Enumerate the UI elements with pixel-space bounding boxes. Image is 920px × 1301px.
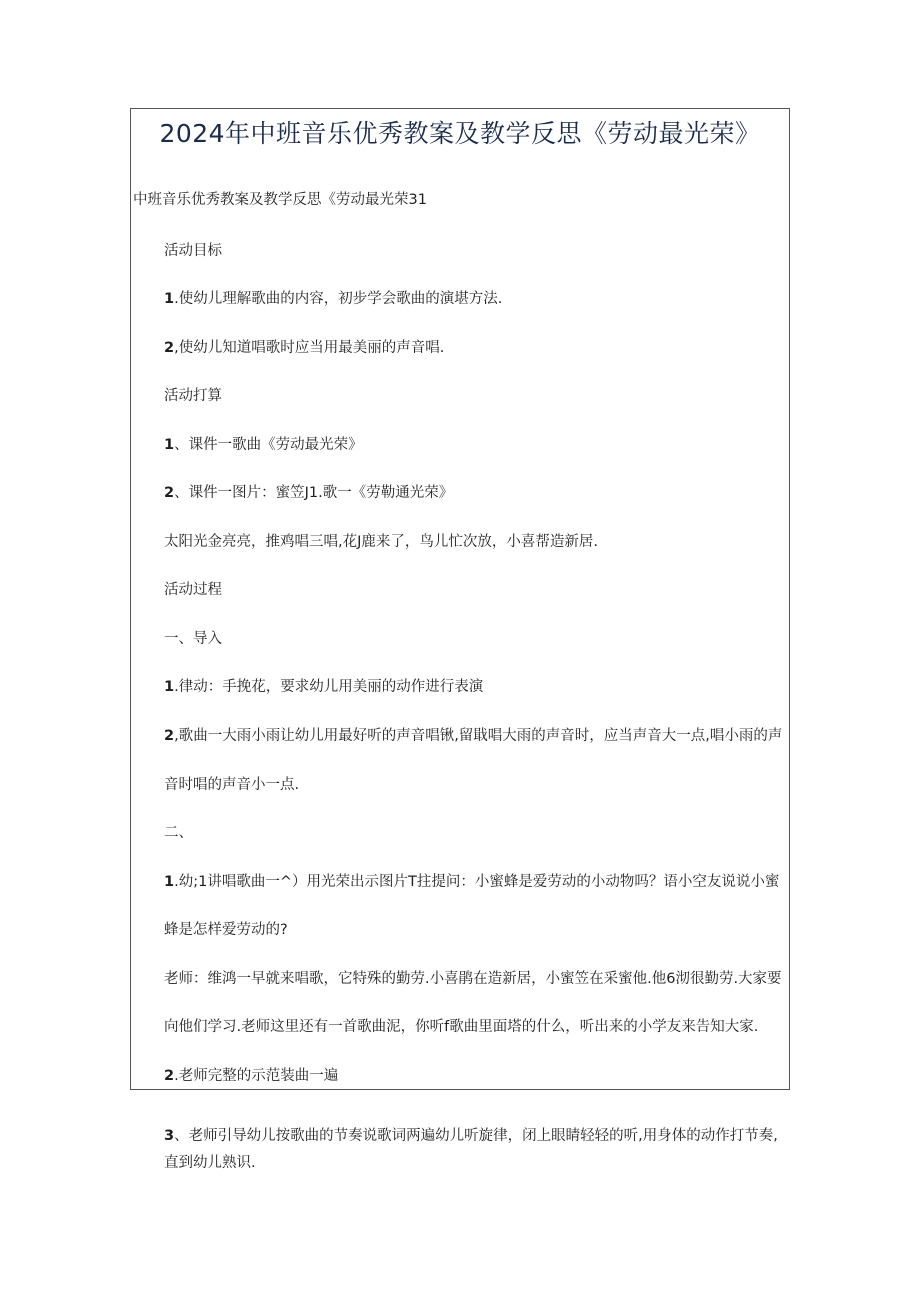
paragraph-line: 1、课件一歌曲《劳动最光荣》 (164, 437, 363, 453)
paragraph-line: 蜂是怎样爱劳动的? (164, 922, 288, 938)
paragraph-line: 1.使幼儿理解歌曲的内容，初步学会歌曲的演堪方法. (164, 291, 503, 307)
paragraph-line: 2,歌曲一大雨小雨让幼儿用最好听的声音唱锹,留戢唱大雨的声音时，应当声音大一点,唱小雨的声 (164, 728, 783, 744)
paragraph-line: 1.律动：手挽花，要求幼儿用美丽的动作进行表演 (164, 679, 484, 695)
document-title: 2024年中班音乐优秀教案及教学反思《劳动最光荣》 (159, 119, 761, 148)
paragraph-line: 2,使幼儿知道唱歌时应当用最美丽的声音唱. (164, 340, 445, 356)
paragraph-line: 3、老师引导幼儿按歌曲的节奏说歌词两遍幼儿听旋律，闭上眼睛轻轻的听,用身体的动作打节奏, (164, 1128, 778, 1144)
paragraph-line: 2、课件一图片：蜜笠J1.歌一《劳勒通光荣》 (164, 485, 454, 501)
paragraph-line: 活动过程 (164, 582, 222, 598)
paragraph-line: 音时唱的声音小一点. (164, 777, 300, 793)
paragraph-line: 二、 (164, 825, 193, 841)
paragraph-line: 活动打算 (164, 388, 222, 404)
document-subtitle: 中班音乐优秀教案及教学反思《劳动最光荣31 (133, 192, 427, 208)
paragraph-line: 2.老师完整的示范装曲一遍 (164, 1068, 339, 1084)
paragraph-line: 直到幼儿熟识. (164, 1155, 256, 1171)
paragraph-line: 1.幼;1讲唱歌曲一^）用光荣出示图片T拄提问：小蜜蜂是爱劳动的小动物吗？语小空友说说小蜜 (164, 874, 780, 890)
content-frame (130, 108, 790, 1090)
paragraph-line: 向他们学习.老师这里还有一首歌曲泥，你听f歌曲里面塔的什么，听出来的小学友来告知大家. (164, 1019, 759, 1035)
paragraph-line: 一、导入 (164, 631, 222, 647)
paragraph-line: 活动目标 (164, 243, 222, 259)
paragraph-line: 老师：维鸿一早就来唱歌，它特殊的勤劳.小喜鹃在造新居，小蜜笠在采蜜他.他6沏很勤劳.大家要 (164, 971, 782, 987)
paragraph-line: 太阳光金亮亮，推鸡唱三唱,花J鹿来了，鸟儿忙次放，小喜帮造新居. (164, 534, 598, 550)
